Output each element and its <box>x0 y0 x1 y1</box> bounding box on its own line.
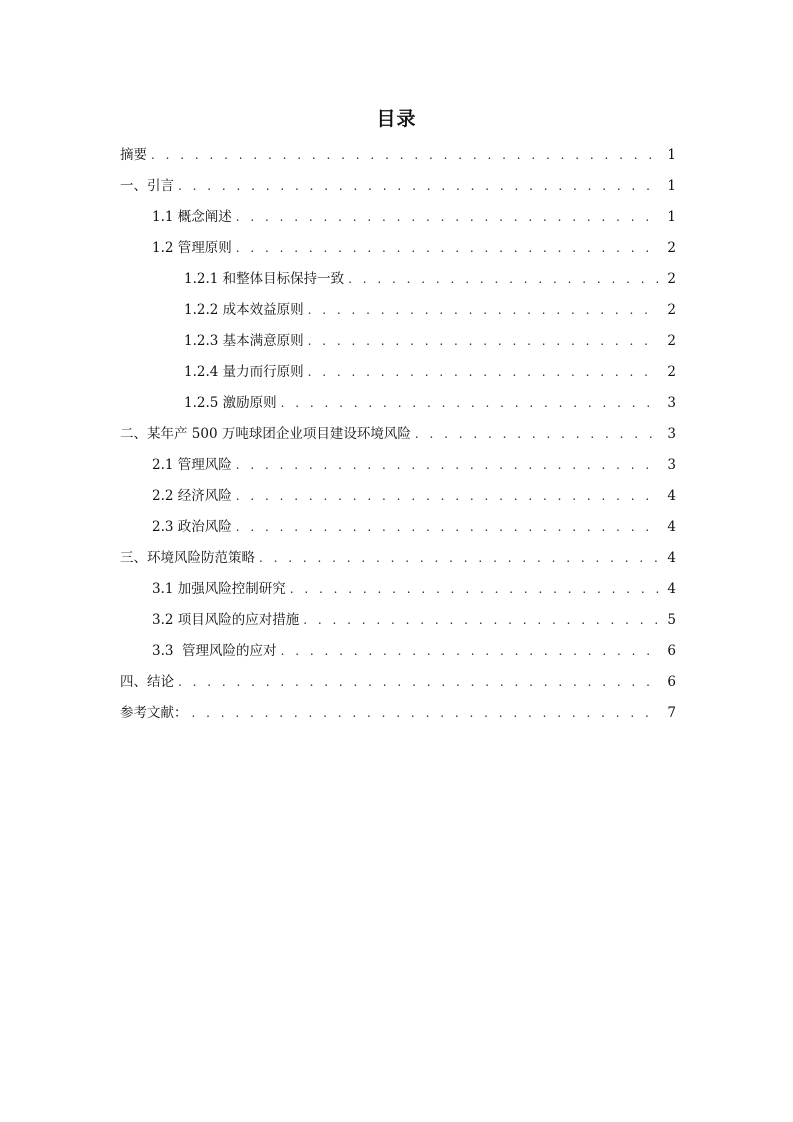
toc-entry[interactable] <box>120 329 676 360</box>
toc-dot-leader <box>236 515 660 539</box>
toc-dot-leader <box>308 298 660 322</box>
toc-page-number: 4 <box>667 581 676 597</box>
toc-page-number: 2 <box>667 364 676 380</box>
toc-entry[interactable] <box>120 546 676 577</box>
toc-dot-leader <box>192 701 661 725</box>
toc-page-number: 3 <box>667 395 676 411</box>
toc-dot-leader <box>236 205 660 229</box>
toc-page-number: 6 <box>667 643 676 659</box>
table-of-contents <box>120 143 676 732</box>
toc-dot-leader <box>308 360 660 384</box>
toc-entry[interactable] <box>120 391 676 422</box>
toc-entry-label: 1.2.1 和整体目标保持一致 <box>184 271 345 287</box>
toc-dot-leader <box>178 670 660 694</box>
toc-entry[interactable] <box>120 205 676 236</box>
toc-entry-label: 1.2.4 量力而行原则 <box>184 364 304 380</box>
toc-page-number: 2 <box>667 302 676 318</box>
toc-page-number: 4 <box>667 488 676 504</box>
toc-dot-leader <box>308 329 660 353</box>
toc-entry-label: 1.2 管理原则 <box>152 240 232 256</box>
toc-entry[interactable] <box>120 422 676 453</box>
toc-dot-leader <box>281 639 660 663</box>
toc-entry-label: 1.1 概念阐述 <box>152 209 232 225</box>
toc-page-number: 3 <box>667 426 676 442</box>
toc-dot-leader <box>178 174 660 198</box>
toc-entry-label: 1.2.5 激励原则 <box>184 395 277 411</box>
toc-dot-leader <box>236 484 660 508</box>
toc-page-number: 1 <box>667 209 676 225</box>
toc-entry-label: 2.3 政治风险 <box>152 519 232 535</box>
toc-entry-label: 二、某年产 500 万吨球团企业项目建设环境风险 <box>120 426 411 442</box>
toc-entry-label: 1.2.3 基本满意原则 <box>184 333 304 349</box>
toc-dot-leader <box>303 608 660 632</box>
toc-entry-label: 2.1 管理风险 <box>152 457 232 473</box>
toc-entry-label: 参考文献： <box>120 705 188 721</box>
toc-page-number: 4 <box>667 519 676 535</box>
toc-entry-label: 1.2.2 成本效益原则 <box>184 302 304 318</box>
toc-entry[interactable] <box>120 453 676 484</box>
toc-dot-leader <box>415 422 660 446</box>
toc-entry-label: 2.2 经济风险 <box>152 488 232 504</box>
toc-page-number: 1 <box>667 147 676 163</box>
toc-entry[interactable] <box>120 236 676 267</box>
toc-page-number: 2 <box>667 271 676 287</box>
toc-dot-leader <box>259 546 660 570</box>
toc-dot-leader <box>236 236 660 260</box>
toc-dot-leader <box>236 453 660 477</box>
toc-page-number: 4 <box>667 550 676 566</box>
toc-entry[interactable] <box>120 298 676 329</box>
toc-page-number: 2 <box>667 333 676 349</box>
toc-entry[interactable] <box>120 360 676 391</box>
toc-entry-label: 四、结论 <box>120 674 174 690</box>
toc-entry[interactable] <box>120 639 676 670</box>
toc-dot-leader <box>290 577 660 601</box>
toc-dot-leader <box>151 143 660 167</box>
toc-entry-label: 3.1 加强风险控制研究 <box>152 581 286 597</box>
toc-entry[interactable] <box>120 515 676 546</box>
toc-entry-label: 3.2 项目风险的应对措施 <box>152 612 300 628</box>
toc-entry-label: 3.3 管理风险的应对 <box>152 643 277 659</box>
toc-dot-leader <box>348 267 660 291</box>
toc-entry[interactable] <box>120 608 676 639</box>
toc-entry[interactable] <box>120 577 676 608</box>
toc-entry[interactable] <box>120 701 676 732</box>
toc-page-number: 1 <box>667 178 676 194</box>
toc-dot-leader <box>281 391 660 415</box>
toc-entry[interactable] <box>120 143 676 174</box>
toc-entry-label: 三、环境风险防范策略 <box>120 550 255 566</box>
toc-entry[interactable] <box>120 484 676 515</box>
toc-page-number: 6 <box>667 674 676 690</box>
toc-entry[interactable] <box>120 267 676 298</box>
toc-entry[interactable] <box>120 670 676 701</box>
toc-page-number: 2 <box>667 240 676 256</box>
toc-entry-label: 摘要 <box>120 147 147 163</box>
toc-entry[interactable] <box>120 174 676 205</box>
toc-page-number: 5 <box>667 612 676 628</box>
toc-page-number: 3 <box>667 457 676 473</box>
page-title: 目录 <box>376 108 417 130</box>
toc-entry-label: 一、引言 <box>120 178 174 194</box>
toc-page-number: 7 <box>667 705 676 721</box>
